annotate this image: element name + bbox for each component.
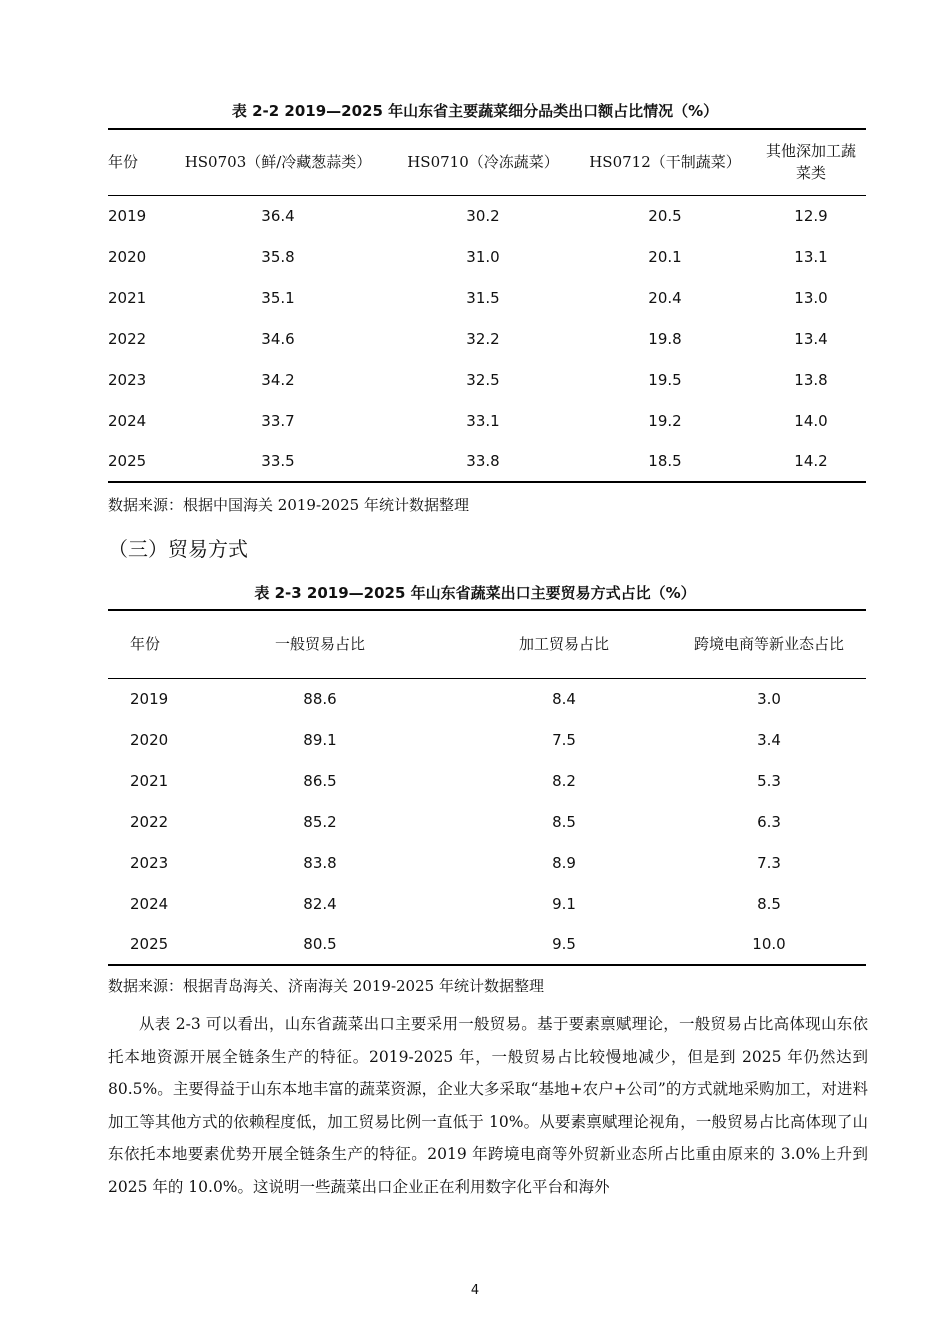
value-cell: 8.9 — [552, 853, 576, 872]
value-cell: 88.6 — [303, 689, 337, 708]
value-cell: 20.1 — [648, 247, 682, 266]
value-cell: 8.5 — [757, 894, 781, 913]
table-2-2 — [108, 128, 866, 483]
table-row — [108, 883, 866, 924]
table-row — [108, 441, 866, 482]
page-number: 4 — [470, 1283, 480, 1298]
table-row — [108, 760, 866, 801]
value-cell: 32.5 — [466, 370, 500, 389]
table1-header-other: 其他深加工蔬菜类 — [756, 129, 866, 195]
year-cell: 2019 — [130, 689, 169, 708]
year-cell: 2023 — [130, 853, 169, 872]
value-cell: 80.5 — [303, 935, 337, 953]
value-cell: 14.2 — [794, 452, 828, 470]
year-cell: 2022 — [130, 812, 169, 831]
value-cell: 82.4 — [303, 894, 337, 913]
table2-header-general: 一般贸易占比 — [184, 610, 456, 678]
value-cell: 13.4 — [794, 329, 828, 348]
value-cell: 85.2 — [303, 812, 337, 831]
table-row — [108, 719, 866, 760]
table2-caption: 表 2-3 2019—2025 年山东省蔬菜出口主要贸易方式占比（%） — [254, 584, 696, 602]
table2-header-new-format: 跨境电商等新业态占比 — [672, 610, 866, 678]
value-cell: 36.4 — [261, 206, 295, 225]
table2-header-row — [108, 610, 866, 678]
table-2-3 — [108, 609, 866, 966]
table2-header-year: 年份 — [108, 610, 184, 678]
year-cell: 2020 — [130, 730, 169, 749]
value-cell: 12.9 — [794, 206, 828, 225]
value-cell: 31.5 — [466, 288, 500, 307]
year-cell: 2025 — [108, 452, 147, 470]
value-cell: 83.8 — [303, 853, 337, 872]
table-row — [108, 842, 866, 883]
value-cell: 86.5 — [303, 771, 337, 790]
value-cell: 13.1 — [794, 247, 828, 266]
value-cell: 19.5 — [648, 370, 682, 389]
value-cell: 35.1 — [261, 288, 295, 307]
value-cell: 19.2 — [648, 411, 682, 430]
table-row — [108, 678, 866, 719]
value-cell: 33.1 — [466, 411, 500, 430]
value-cell: 8.4 — [552, 689, 576, 708]
value-cell: 9.1 — [552, 894, 576, 913]
table1-header-hs0710: HS0710（冷冻蔬菜） — [392, 129, 574, 195]
table1-caption: 表 2-2 2019—2025 年山东省主要蔬菜细分品类出口额占比情况（%） — [231, 102, 719, 120]
value-cell: 10.0 — [752, 935, 786, 953]
table1-header-row — [108, 129, 866, 195]
value-cell: 31.0 — [466, 247, 500, 266]
year-cell: 2019 — [108, 206, 147, 225]
value-cell: 8.5 — [552, 812, 576, 831]
value-cell: 30.2 — [466, 206, 500, 225]
value-cell: 9.5 — [552, 935, 576, 953]
year-cell: 2023 — [108, 370, 147, 389]
table1-header-year: 年份 — [108, 129, 164, 195]
value-cell: 14.0 — [794, 411, 828, 430]
table1-header-hs0712: HS0712（干制蔬菜） — [574, 129, 756, 195]
year-cell: 2021 — [108, 288, 147, 307]
table2-source: 数据来源：根据青岛海关、济南海关 2019-2025 年统计数据整理 — [108, 977, 544, 995]
value-cell: 33.7 — [261, 411, 295, 430]
value-cell: 20.5 — [648, 206, 682, 225]
value-cell: 20.4 — [648, 288, 682, 307]
table-row — [108, 924, 866, 965]
table1-source: 数据来源：根据中国海关 2019-2025 年统计数据整理 — [108, 496, 469, 514]
year-cell: 2022 — [108, 329, 147, 348]
table1-header-hs0703: HS0703（鲜/冷藏葱蒜类） — [164, 129, 392, 195]
value-cell: 89.1 — [303, 730, 337, 749]
table-row — [108, 236, 866, 277]
table-row — [108, 400, 866, 441]
value-cell: 8.2 — [552, 771, 576, 790]
year-cell: 2021 — [130, 771, 169, 790]
value-cell: 5.3 — [757, 771, 781, 790]
value-cell: 6.3 — [757, 812, 781, 831]
section-title: （三）贸易方式 — [108, 537, 248, 561]
value-cell: 34.6 — [261, 329, 295, 348]
year-cell: 2024 — [108, 411, 147, 430]
value-cell: 18.5 — [648, 452, 682, 470]
value-cell: 3.4 — [757, 730, 781, 749]
year-cell: 2020 — [108, 247, 147, 266]
value-cell: 13.0 — [794, 288, 828, 307]
table-row — [108, 318, 866, 359]
body-paragraph: 从表 2-3 可以看出，山东省蔬菜出口主要采用一般贸易。基于要素禀赋理论，一般贸易占比高体现山东依托本地资源开展全链条生产的特征。2019-2025 年，一般贸易占比较慢地减少，但是到 2025 年仍然达到 80.5%。主要得益于山东本地丰富的蔬菜资源，企业大多采取“基地+农户+公司”的方式就地采购加工，对进料加工等其他方式的依赖程度低，加工贸易比例一直低于 10%。从要素禀赋理论视角，一般贸易占比高体现了山东依托本地要素优势开展全链条生产的特征。2019 年跨境电商等外贸新业态所占比重由原来的 3.0%上升到 2025 年的 10.0%。这说明一些蔬菜出口企业正在利用数字化平台和海外 — [108, 1015, 868, 1196]
value-cell: 13.8 — [794, 370, 828, 389]
value-cell: 7.3 — [757, 853, 781, 872]
value-cell: 33.8 — [466, 452, 500, 470]
value-cell: 19.8 — [648, 329, 682, 348]
value-cell: 32.2 — [466, 329, 500, 348]
table-row — [108, 359, 866, 400]
value-cell: 33.5 — [261, 452, 295, 470]
value-cell: 34.2 — [261, 370, 295, 389]
table2-header-processing: 加工贸易占比 — [456, 610, 672, 678]
table-row — [108, 195, 866, 236]
value-cell: 35.8 — [261, 247, 295, 266]
table-row — [108, 801, 866, 842]
value-cell: 3.0 — [757, 689, 781, 708]
value-cell: 7.5 — [552, 730, 576, 749]
year-cell: 2025 — [130, 935, 169, 953]
year-cell: 2024 — [130, 894, 169, 913]
table-row — [108, 277, 866, 318]
